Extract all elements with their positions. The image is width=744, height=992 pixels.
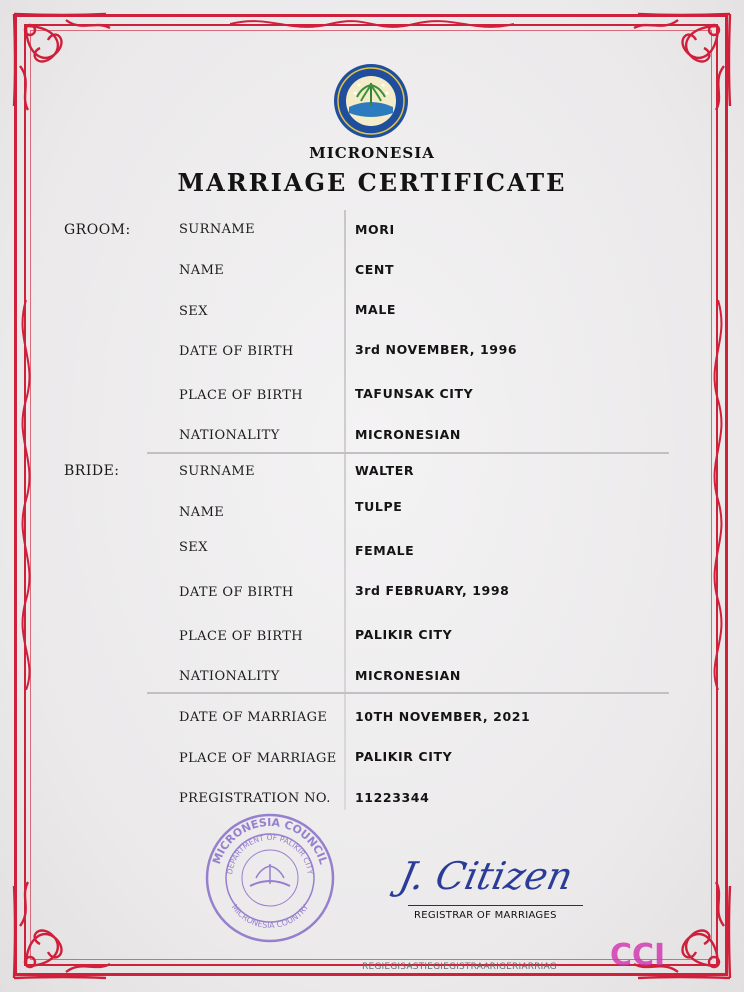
marriage-date-value: 10TH NOVEMBER, 2021 — [355, 709, 531, 724]
bride-surname-label: SURNAME — [179, 464, 256, 479]
registration-number-value: 11223344 — [355, 790, 430, 805]
marriage-date-label: DATE OF MARRIAGE — [179, 710, 328, 725]
bride-nationality-value: MICRONESIAN — [355, 668, 461, 683]
right-side-ornament — [706, 300, 730, 690]
faded-caption: REGIEGISASTIEGIEGISTRAARIGERIARRIAG — [362, 962, 557, 972]
left-side-ornament — [14, 300, 38, 690]
marriage-place-label: PLACE OF MARRIAGE — [179, 751, 337, 766]
bride-section-label: BRIDE: — [64, 463, 120, 479]
country-heading: MICRONESIA — [309, 144, 435, 162]
groom-sex-value: MALE — [355, 302, 397, 317]
bride-name-value: TULPE — [355, 499, 403, 514]
bride-sex-label: SEX — [179, 540, 208, 555]
groom-surname-value: MORI — [355, 222, 395, 237]
government-seal-icon — [333, 63, 409, 139]
bride-pob-label: PLACE OF BIRTH — [179, 629, 304, 644]
certificate-title: MARRIAGE CERTIFICATE — [177, 168, 567, 197]
svg-text:MICRONESIA COUNTRY — [230, 903, 311, 930]
groom-sex-label: SEX — [179, 304, 208, 319]
stamp-inner-text: DEPARTMENT OF PALIKIR CITY — [225, 832, 315, 875]
corner-ornament-bottom-left — [6, 866, 126, 986]
watermark-logo: CCI — [610, 938, 666, 973]
stamp-outer-text: MICRONESIA COUNCIL — [210, 815, 330, 866]
column-divider — [344, 210, 346, 810]
corner-ornament-top-right — [618, 6, 738, 126]
bride-pob-value: PALIKIR CITY — [355, 627, 453, 642]
groom-name-label: NAME — [179, 263, 225, 278]
bride-dob-value: 3rd FEBRUARY, 1998 — [355, 583, 510, 598]
registrar-signature: J. Citizen — [395, 854, 577, 898]
groom-dob-value: 3rd NOVEMBER, 1996 — [355, 342, 518, 357]
groom-section-label: GROOM: — [64, 222, 131, 238]
bride-surname-value: WALTER — [355, 463, 415, 478]
groom-name-value: CENT — [355, 262, 395, 277]
corner-ornament-top-left — [6, 6, 126, 126]
bride-sex-value: FEMALE — [355, 543, 415, 558]
bride-name-label: NAME — [179, 505, 225, 520]
bride-nationality-label: NATIONALITY — [179, 669, 280, 684]
signature-line — [408, 905, 583, 906]
bride-marriage-divider — [147, 692, 669, 694]
top-ornament — [230, 14, 514, 34]
marriage-place-value: PALIKIR CITY — [355, 749, 453, 764]
groom-pob-value: TAFUNSAK CITY — [355, 386, 474, 401]
groom-nationality-label: NATIONALITY — [179, 428, 280, 443]
registrar-caption: REGISTRAR OF MARRIAGES — [414, 910, 557, 921]
groom-bride-divider — [147, 452, 669, 454]
groom-pob-label: PLACE OF BIRTH — [179, 388, 304, 403]
groom-surname-label: SURNAME — [179, 222, 256, 237]
bride-dob-label: DATE OF BIRTH — [179, 585, 294, 600]
council-stamp-icon — [204, 812, 336, 944]
stamp-bottom-text: MICRONESIA COUNTRY — [229, 902, 311, 931]
groom-nationality-value: MICRONESIAN — [355, 427, 461, 442]
registration-number-label: PREGISTRATION NO. — [179, 791, 331, 806]
groom-dob-label: DATE OF BIRTH — [179, 344, 294, 359]
